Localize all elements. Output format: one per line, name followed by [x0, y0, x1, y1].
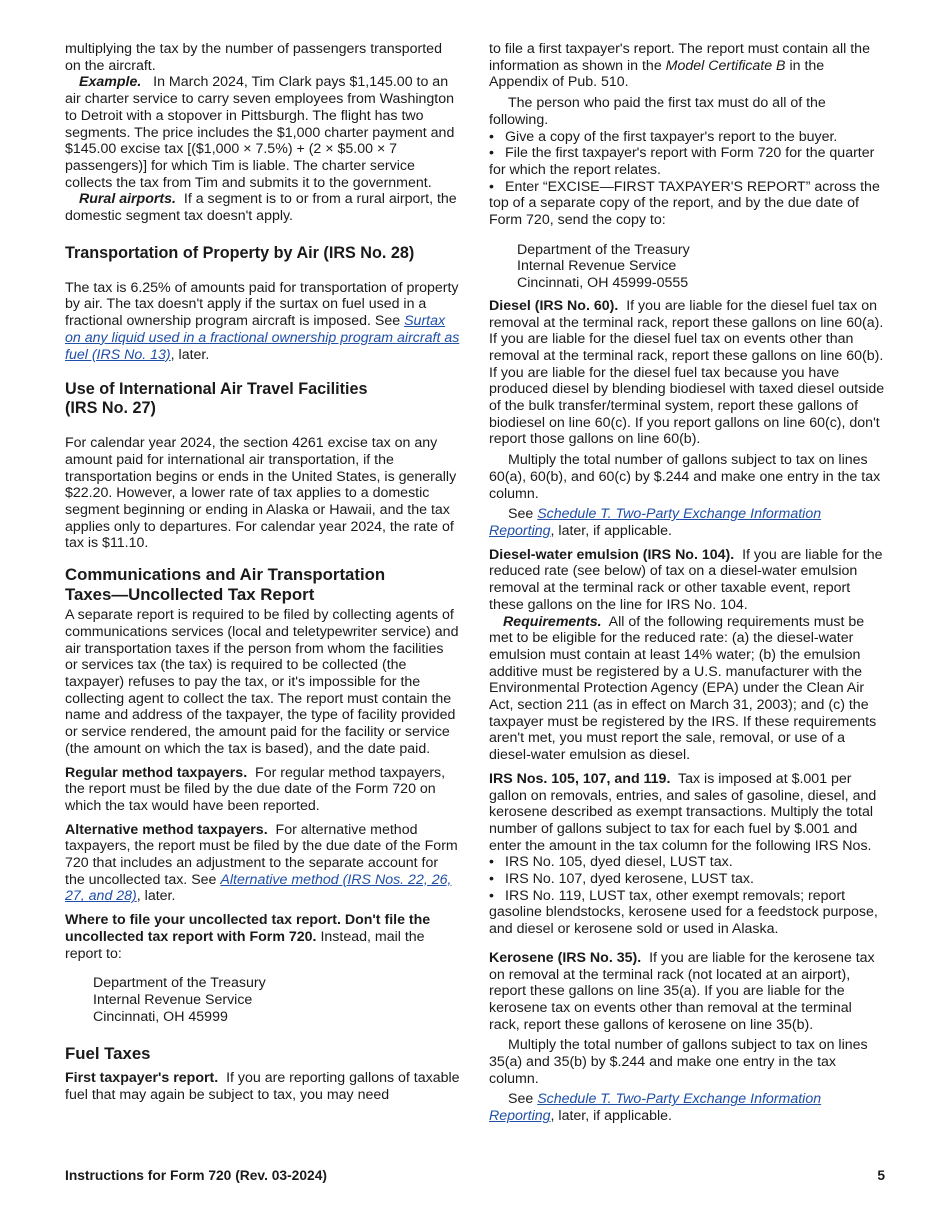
rural-paragraph	[65, 191, 460, 224]
paragraph: Multiply the total number of gallons subject to tax on lines 60(a), 60(b), and 60(c) by $.244 and make one entry in the tax column.	[489, 452, 881, 502]
mailing-address: Department of the Treasury Internal Revenue Service Cincinnati, OH 45999	[93, 975, 266, 1025]
left-column	[65, 41, 460, 1110]
paragraph: The tax is 6.25% of amounts paid for transportation of property by air. The tax doesn't apply if the surtax on fuel used in a fractional ownership program aircraft is imposed. See Surtax on any liquid used in a fractional ownership program aircraft as fuel (IRS No. 13), later.	[65, 279, 460, 363]
page-number: 5	[877, 1168, 885, 1183]
heading-property-by-air: Transportation of Property by Air (IRS No. 28)	[65, 243, 415, 262]
paragraph: Multiply the total number of gallons subject to tax on lines 35(a) and 35(b) by $.244 and make one entry in the tax column.	[489, 1037, 868, 1087]
heading-fuel-taxes: Fuel Taxes	[65, 1044, 151, 1064]
alternative-method-link[interactable]: Alternative method (IRS Nos. 22, 26, 27, and 28)	[65, 871, 452, 905]
regular-method-paragraph: Regular method taxpayers. For regular method taxpayers, the report must be filed by the due date of the Form 720 on which the tax would have been reported.	[65, 764, 446, 814]
schedule-t-link[interactable]: Schedule T. Two-Party Exchange Information Reporting	[489, 1091, 822, 1125]
kerosene-paragraph: Kerosene (IRS No. 35). If you are liable for the kerosene tax on removal at the terminal rack (not located at an airport), report these gallons on line 35(a). If you are liable for the kerosene tax on events other than removal at the terminal rack, report these gallons of kerosene on line 35(b).	[489, 949, 875, 1033]
surtax-link[interactable]: Surtax on any liquid used in a fractional ownership program aircraft as fuel (IRS No. 13)	[65, 313, 460, 363]
list-item: • IRS No. 119, LUST tax, other exempt removals; report gasoline blendstocks, kerosene used for a feedstock purpose, and diesel or kerosene sold or used in Alaska.	[489, 887, 878, 938]
schedule-t-link[interactable]: Schedule T. Two-Party Exchange Information Reporting	[489, 506, 822, 539]
paragraph: The person who paid the first tax must do all of the following.	[489, 95, 826, 128]
where-to-file-paragraph: Where to file your uncollected tax report. Don't file the uncollected tax report with Form 720. Instead, mail the report to:	[65, 912, 431, 962]
list-item: • Give a copy of the first taxpayer's report to the buyer.	[489, 128, 838, 145]
footer-title: Instructions for Form 720 (Rev. 03-2024)	[65, 1168, 327, 1183]
first-taxpayer-paragraph: First taxpayer's report. If you are reporting gallons of taxable fuel that may again be subject to tax, you may need	[65, 1070, 460, 1104]
heading-international-air-line2: (IRS No. 27)	[65, 399, 156, 418]
page-footer	[65, 1168, 885, 1185]
paragraph: See Schedule T. Two-Party Exchange Information Reporting, later, if applicable.	[489, 1091, 822, 1125]
heading-communications-line1: Communications and Air Transportation	[65, 565, 386, 585]
diesel-paragraph: Diesel (IRS No. 60). If you are liable for the diesel fuel tax on removal at the terminal rack, report these gallons on line 60(a). If you are liable for the diesel fuel tax on events other than removal at the terminal rack, report these gallons on line 60(b). If you are liable for the diesel fuel tax because you have produced diesel by blending biodiesel with taxed diesel outside of the bulk transfer/terminal system, report these gallons of biodiesel on line 60(c). If you report gallons on line 60(c), don't report those gallons on line 60(b).	[489, 297, 885, 448]
paragraph: See Schedule T. Two-Party Exchange Information Reporting, later, if applicable.	[489, 506, 822, 539]
paragraph: multiplying the tax by the number of passengers transported on the aircraft.	[65, 41, 442, 74]
mailing-address: Department of the Treasury Internal Revenue Service Cincinnati, OH 45999-0555	[517, 241, 690, 292]
example-lead: Example.	[79, 74, 142, 91]
rural-text: If a segment is to or from a rural airport, the domestic segment tax doesn't apply.	[65, 191, 457, 225]
paragraph: A separate report is required to be filed by collecting agents of communications services (local and teletypewriter service) and air transportation taxes if the person from whom the facilities or services tax (the tax) is required to be collected (the taxpayer) refuses to pay the tax, or it's impossible for the collecting agent to collect the tax. The report must contain the name and address of the taxpayer, the type of facility provided or service rendered, the amount paid for the facility or service (the amount on which the tax is based), and the date paid.	[65, 607, 459, 757]
list-item: • File the first taxpayer's report with Form 720 for the quarter for which the report relates.	[489, 145, 875, 178]
paragraph: For calendar year 2024, the section 4261 excise tax on any amount paid for international air transportation, if the transportation begins or ends in the United States, is generally $22.20. However, a lower rate of tax applies to a domestic segment beginning or ending in Alaska or Hawaii, and the tax applies only to departures. For calendar year 2024, the rate of tax is $11.10.	[65, 435, 457, 552]
example-paragraph	[65, 74, 460, 191]
irs-105-paragraph: IRS Nos. 105, 107, and 119. Tax is imposed at $.001 per gallon on removals, entries, and sales of gasoline, diesel, and kerosene described as exempt transactions. Multiply the total number of gallons subject to tax for each fuel by $.001 and enter the amount in the tax column for the following IRS Nos.	[489, 770, 877, 854]
list-item: • Enter “EXCISE—FIRST TAXPAYER'S REPORT” across the top of a separate copy of the report, and by the due date of Form 720, send the copy to:	[489, 178, 880, 229]
diesel-water-paragraph: Diesel-water emulsion (IRS No. 104). If you are liable for the reduced rate (see below) of tax on a diesel-water emulsion removal at the terminal rack or other taxable event, report these gallons on the line for IRS No. 104.	[489, 546, 883, 613]
requirements-paragraph: Requirements. All of the following requirements must be met to be eligible for the reduced rate: (a) the diesel-water emulsion must contain at least 14% water; (b) the emulsion additive must be registered by a U.S. manufacturer with the Environmental Protection Agency (EPA) under the Clean Air Act, section 211 (as in effect on March 31, 2003); and (c) the taxpayer must be registered by the IRS. If these requirements aren't met, you must report the sale, removal, or use of a diesel-water emulsion as diesel.	[489, 613, 877, 764]
list-item: • IRS No. 107, dyed kerosene, LUST tax.	[489, 871, 754, 888]
heading-communications-line2: Taxes—Uncollected Tax Report	[65, 585, 315, 605]
example-text: In March 2024, Tim Clark pays $1,145.00 to an air charter service to carry seven employees from Washington to Detroit with a stopover in Pittsburgh. The flight has two segments. The price includes the $1,000 charter payment and $145.00 excise tax [($1,000 × 7.5%) + (2 × $5.00 × 7 passengers)] for which Tim is liable. The charter service collects the tax from Tim and submits it to the government.	[65, 74, 455, 191]
right-column	[489, 41, 886, 1131]
paragraph: to file a first taxpayer's report. The report must contain all the information as shown in the Model Certificate B in the Appendix of Pub. 510.	[489, 41, 870, 91]
heading-international-air-line1: Use of International Air Travel Facilities	[65, 380, 368, 399]
rural-lead: Rural airports.	[79, 191, 176, 208]
alternative-method-paragraph: Alternative method taxpayers. For alternative method taxpayers, the report must be filed by the due date of the Form 720 that includes an adjustment to the separate account for the uncollected tax. See Alternative method (IRS Nos. 22, 26, 27, and 28), later.	[65, 821, 458, 905]
list-item: • IRS No. 105, dyed diesel, LUST tax.	[489, 854, 733, 871]
